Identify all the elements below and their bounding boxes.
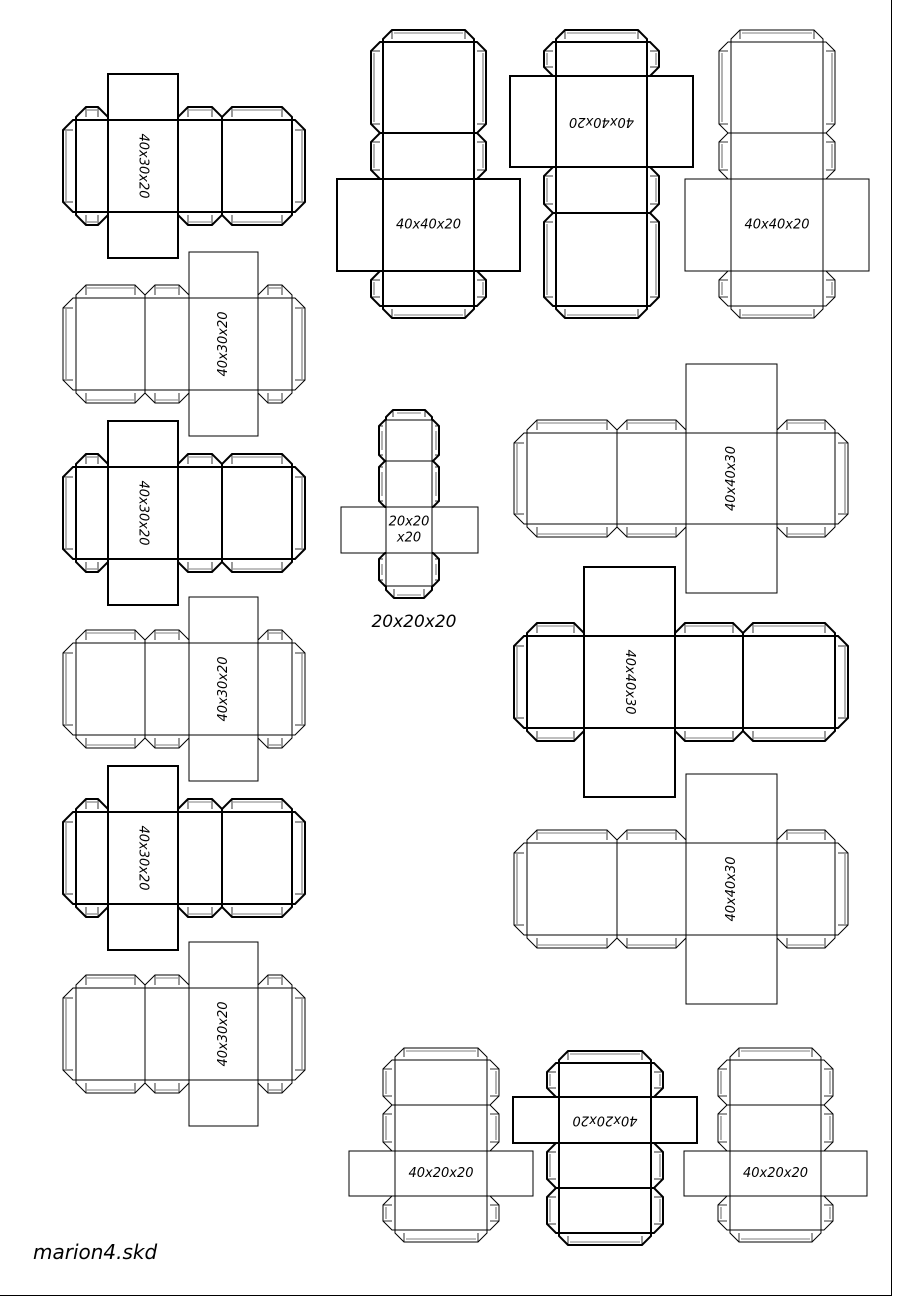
face xyxy=(386,420,432,461)
net-40x20x20-3 xyxy=(684,1048,867,1242)
flap xyxy=(527,524,617,537)
face xyxy=(651,1097,697,1143)
flap xyxy=(383,306,474,318)
face xyxy=(386,461,432,507)
flap xyxy=(386,586,432,598)
face xyxy=(487,1151,533,1196)
flap xyxy=(383,1196,395,1230)
flap xyxy=(63,120,76,212)
flap xyxy=(719,133,731,179)
flap xyxy=(743,728,835,741)
dimension-label: 40x40x30 xyxy=(622,649,637,715)
dimension-label: 40x20x20 xyxy=(408,1166,474,1181)
flap xyxy=(527,935,617,948)
flap xyxy=(178,454,222,467)
flap xyxy=(487,1105,499,1151)
filename-label: marion4.skd xyxy=(33,1240,158,1264)
face xyxy=(395,1105,487,1151)
face xyxy=(527,843,617,935)
face xyxy=(178,467,222,559)
flap xyxy=(178,904,222,917)
flap xyxy=(383,1105,395,1151)
face xyxy=(145,298,189,390)
face xyxy=(730,1105,821,1151)
flap xyxy=(258,630,292,643)
flap xyxy=(395,1048,487,1060)
net-40x30x20-1 xyxy=(63,74,305,258)
face xyxy=(731,42,823,133)
flap xyxy=(379,553,386,586)
face xyxy=(178,812,222,904)
flap xyxy=(383,1060,395,1105)
flap xyxy=(432,553,439,586)
flap xyxy=(556,306,647,318)
dimension-label: 40x40x30 xyxy=(724,445,739,512)
face xyxy=(178,120,222,212)
flap xyxy=(544,213,556,306)
flap xyxy=(474,133,486,179)
flap xyxy=(651,1063,663,1097)
face xyxy=(675,636,743,728)
face xyxy=(383,133,474,179)
face xyxy=(383,271,474,306)
face xyxy=(686,524,777,593)
face xyxy=(108,74,178,120)
face xyxy=(337,179,383,271)
face xyxy=(189,252,258,298)
face xyxy=(383,42,474,133)
net-40x40x20-1 xyxy=(337,30,520,318)
face xyxy=(559,1143,651,1188)
flap xyxy=(258,975,292,988)
net-40x40x20-3 xyxy=(685,30,869,318)
flap xyxy=(651,1188,663,1233)
flap xyxy=(292,298,305,390)
flap xyxy=(835,843,848,935)
face xyxy=(686,364,777,433)
face xyxy=(513,1097,559,1143)
face xyxy=(258,988,292,1080)
flap xyxy=(544,42,556,76)
flap xyxy=(487,1196,499,1230)
flap xyxy=(647,213,659,306)
flap xyxy=(371,42,383,133)
dimension-label: 40x40x20 xyxy=(568,114,635,129)
dimension-label: 40x30x20 xyxy=(135,480,151,546)
dimension-label: 40x40x20 xyxy=(395,217,462,233)
flap xyxy=(222,107,292,120)
flap xyxy=(527,623,584,636)
face xyxy=(647,76,693,167)
flap xyxy=(514,433,527,524)
face xyxy=(222,120,292,212)
dimension-label: 40x30x20 xyxy=(216,656,231,722)
face xyxy=(730,1196,821,1230)
face xyxy=(584,567,675,636)
flap xyxy=(823,271,835,306)
flap xyxy=(145,735,189,748)
flap xyxy=(777,830,835,843)
flap xyxy=(383,30,474,42)
face xyxy=(686,774,777,843)
face xyxy=(76,120,108,212)
face xyxy=(76,467,108,559)
flap xyxy=(647,167,659,213)
flap xyxy=(63,467,76,559)
face xyxy=(76,812,108,904)
flap xyxy=(178,107,222,120)
face xyxy=(510,76,556,167)
net-20x20x20 xyxy=(341,410,478,632)
flap xyxy=(379,461,386,507)
net-40x40x30-1 xyxy=(514,364,848,593)
flap xyxy=(731,30,823,42)
flap xyxy=(178,212,222,225)
face xyxy=(76,643,145,735)
face xyxy=(108,904,178,950)
flap xyxy=(651,1143,663,1188)
face xyxy=(743,636,835,728)
flap xyxy=(474,42,486,133)
flap xyxy=(258,390,292,403)
dimension-label: 20x20 xyxy=(388,514,430,530)
flap xyxy=(258,1080,292,1093)
face xyxy=(474,179,520,271)
face xyxy=(395,1060,487,1105)
flap xyxy=(222,799,292,812)
flap xyxy=(145,390,189,403)
flap xyxy=(514,843,527,935)
net-40x30x20-2 xyxy=(63,252,305,436)
face xyxy=(527,433,617,524)
flap xyxy=(527,728,584,741)
flap xyxy=(718,1105,730,1151)
flap xyxy=(777,935,835,948)
face xyxy=(189,597,258,643)
face xyxy=(685,179,731,271)
flap xyxy=(432,461,439,507)
net-40x30x20-6 xyxy=(63,942,305,1126)
flap xyxy=(835,636,848,728)
flap xyxy=(76,904,108,917)
flap xyxy=(777,420,835,433)
flap xyxy=(292,120,305,212)
net-40x40x30-2 xyxy=(514,567,848,797)
face xyxy=(189,942,258,988)
face xyxy=(556,167,647,213)
dimension-label: 40x20x20 xyxy=(572,1112,638,1128)
flap xyxy=(743,623,835,636)
face xyxy=(527,636,584,728)
face xyxy=(222,812,292,904)
flap xyxy=(292,812,305,904)
face xyxy=(731,271,823,306)
flap xyxy=(371,271,383,306)
flap xyxy=(145,630,189,643)
flap xyxy=(76,559,108,572)
flap xyxy=(730,1230,821,1242)
flap xyxy=(719,42,731,133)
flap xyxy=(823,42,835,133)
face xyxy=(559,1188,651,1233)
face xyxy=(108,559,178,605)
dimension-label: 40x40x20 xyxy=(744,217,810,233)
net-40x30x20-5 xyxy=(63,766,305,950)
flap xyxy=(76,107,108,120)
face xyxy=(617,433,686,524)
flap xyxy=(76,454,108,467)
face xyxy=(559,1063,651,1097)
flap xyxy=(145,975,189,988)
flap xyxy=(647,42,659,76)
flap xyxy=(292,988,305,1080)
face xyxy=(821,1151,867,1196)
flap xyxy=(222,212,292,225)
flap xyxy=(178,559,222,572)
face xyxy=(777,433,835,524)
flap xyxy=(821,1060,833,1105)
dimension-label: 40x40x30 xyxy=(724,856,739,922)
flap xyxy=(76,799,108,812)
flap xyxy=(559,1233,651,1245)
dimension-label: 40x30x20 xyxy=(216,1001,231,1067)
flap xyxy=(559,1051,651,1063)
net-40x30x20-4 xyxy=(63,597,305,781)
flap xyxy=(527,420,617,433)
flap xyxy=(823,133,835,179)
dimension-label: x20 xyxy=(396,530,422,546)
face xyxy=(777,843,835,935)
flap xyxy=(258,285,292,298)
face xyxy=(108,212,178,258)
face xyxy=(684,1151,730,1196)
face xyxy=(584,728,675,797)
flap xyxy=(487,1060,499,1105)
flap xyxy=(544,167,556,213)
flap xyxy=(63,812,76,904)
flap xyxy=(527,830,617,843)
flap xyxy=(63,298,76,390)
net-40x20x20-1 xyxy=(349,1048,533,1242)
flap xyxy=(718,1060,730,1105)
face xyxy=(222,467,292,559)
flap xyxy=(63,643,76,735)
dimension-label: 40x20x20 xyxy=(742,1166,809,1181)
face xyxy=(258,298,292,390)
flap xyxy=(821,1196,833,1230)
flap xyxy=(178,799,222,812)
flap xyxy=(258,735,292,748)
face xyxy=(76,298,145,390)
flap xyxy=(514,636,527,728)
face xyxy=(76,988,145,1080)
face xyxy=(349,1151,395,1196)
flap xyxy=(222,559,292,572)
flap xyxy=(731,306,823,318)
face xyxy=(108,766,178,812)
flap xyxy=(145,1080,189,1093)
dimension-label: 40x30x20 xyxy=(135,133,151,199)
flap xyxy=(547,1188,559,1233)
flap xyxy=(730,1048,821,1060)
face xyxy=(686,935,777,1004)
flap xyxy=(718,1196,730,1230)
flap xyxy=(547,1143,559,1188)
flap xyxy=(222,904,292,917)
face xyxy=(556,213,647,306)
face xyxy=(341,507,386,553)
flap xyxy=(395,1230,487,1242)
face xyxy=(617,843,686,935)
net-40x20x20-2 xyxy=(513,1051,697,1245)
flap xyxy=(474,271,486,306)
net-40x40x20-2 xyxy=(510,30,693,318)
face xyxy=(108,421,178,467)
dimension-label: 40x30x20 xyxy=(216,311,231,377)
flap xyxy=(556,30,647,42)
flap xyxy=(821,1105,833,1151)
face xyxy=(189,390,258,436)
flap xyxy=(547,1063,559,1097)
flap xyxy=(292,643,305,735)
face xyxy=(189,1080,258,1126)
flap xyxy=(292,467,305,559)
net-40x30x20-3 xyxy=(63,421,305,605)
flap xyxy=(222,454,292,467)
face xyxy=(556,42,647,76)
face xyxy=(395,1196,487,1230)
flap xyxy=(371,133,383,179)
face xyxy=(731,133,823,179)
flap xyxy=(719,271,731,306)
flap xyxy=(835,433,848,524)
net-40x40x30-3 xyxy=(514,774,848,1004)
net-caption: 20x20x20 xyxy=(371,612,457,632)
face xyxy=(432,507,478,553)
flap xyxy=(145,285,189,298)
dimension-label: 40x30x20 xyxy=(135,825,151,891)
face xyxy=(145,643,189,735)
face xyxy=(386,553,432,586)
flap xyxy=(63,988,76,1080)
flap xyxy=(76,212,108,225)
face xyxy=(730,1060,821,1105)
face xyxy=(258,643,292,735)
face xyxy=(145,988,189,1080)
flap xyxy=(777,524,835,537)
face xyxy=(189,735,258,781)
face xyxy=(823,179,869,271)
